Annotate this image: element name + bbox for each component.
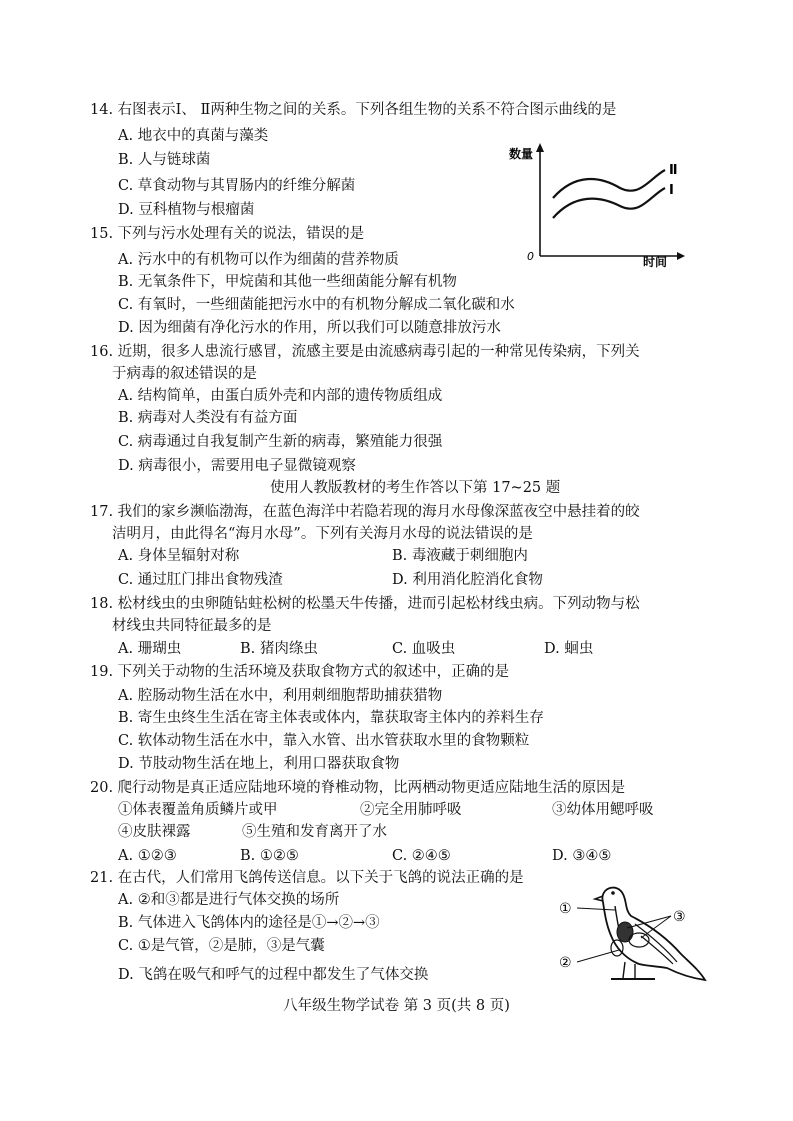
q14-option-b: B. 人与链球菌 — [118, 152, 211, 168]
q14-option-a: A. 地衣中的真菌与藻类 — [118, 128, 269, 144]
q18-option-d: D. 蛔虫 — [544, 641, 594, 657]
pigeon-figure — [555, 880, 730, 988]
q18-option-c: C. 血吸虫 — [392, 641, 456, 657]
curve-i — [553, 188, 665, 218]
q20-option-c: C. ②④⑤ — [392, 848, 451, 864]
q21-stem: 21. 在古代，人们常用飞鸽传送信息。以下关于飞鸽的说法正确的是 — [90, 870, 524, 886]
q15-option-b: B. 无氧条件下，甲烷菌和其他一些细菌能分解有机物 — [118, 274, 457, 290]
q20-item-3: ③幼体用鳃呼吸 — [552, 802, 654, 818]
q19-option-a: A. 腔肠动物生活在水中，利用刺细胞帮助捕获猎物 — [118, 688, 443, 704]
q20-option-d: D. ③④⑤ — [552, 848, 612, 864]
q19-option-b: B. 寄生虫终生生活在寄主体表或体内，靠获取寄主体内的养料生存 — [118, 710, 544, 726]
q15-option-d: D. 因为细菌有净化污水的作用，所以我们可以随意排放污水 — [118, 320, 501, 336]
q19-option-c: C. 软体动物生活在水中，靠入水管、出水管获取水里的食物颗粒 — [118, 733, 530, 749]
q18-option-a: A. 珊瑚虫 — [118, 641, 182, 657]
q17-option-b: B. 毒液藏于刺细胞内 — [392, 548, 528, 564]
q14-option-d: D. 豆科植物与根瘤菌 — [118, 202, 255, 218]
q16-option-d: D. 病毒很小，需要用电子显微镜观察 — [118, 458, 356, 474]
curve-ii — [553, 170, 665, 198]
q16-stem-line2: 于病毒的叙述错误的是 — [112, 366, 257, 382]
q20-item-5: ⑤生殖和发育离开了水 — [242, 824, 387, 840]
q14-option-c: C. 草食动物与其胃肠内的纤维分解菌 — [118, 178, 356, 194]
q18-stem-line1: 18. 松材线虫的虫卵随钻蛀松树的松墨天牛传播，进而引起松材线虫病。下列动物与松 — [90, 596, 640, 612]
q17-option-a: A. 身体呈辐射对称 — [118, 548, 240, 564]
q21-option-c: C. ①是气管，②是肺，③是气囊 — [118, 938, 325, 954]
q15-option-c: C. 有氧时，一些细菌能把污水中的有机物分解成二氧化碳和水 — [118, 297, 515, 313]
q20-item-2: ②完全用肺呼吸 — [360, 802, 462, 818]
label-3: ③ — [673, 909, 686, 925]
series-label-ii: Ⅱ — [669, 163, 678, 178]
q19-stem: 19. 下列关于动物的生活环境及获取食物方式的叙述中，正确的是 — [90, 664, 510, 680]
x-axis-label: 时间 — [643, 255, 668, 268]
q16-option-b: B. 病毒对人类没有有益方面 — [118, 410, 298, 426]
q17-stem-line2: 洁明月，由此得名“海月水母”。下列有关海月水母的说法错误的是 — [112, 526, 533, 542]
q20-option-b: B. ①②⑤ — [240, 848, 299, 864]
q21-option-b: B. 气体进入飞鸽体内的途径是①→②→③ — [118, 915, 380, 931]
q20-item-1: ①体表覆盖角质鳞片或甲 — [118, 802, 278, 818]
q16-stem-line1: 16. 近期，很多人患流行感冒，流感主要是由流感病毒引起的一种常见传染病，下列关 — [90, 344, 640, 360]
label-2: ② — [559, 955, 572, 971]
q21-option-d: D. 飞鸽在吸气和呼气的过程中都发生了气体交换 — [118, 967, 429, 983]
q20-option-a: A. ①②③ — [118, 848, 177, 864]
q20-stem: 20. 爬行动物是真正适应陆地环境的脊椎动物，比两栖动物更适应陆地生活的原因是 — [90, 780, 626, 796]
q15-stem: 15. 下列与污水处理有关的说法，错误的是 — [90, 226, 365, 242]
y-axis-label: 数量 — [509, 147, 534, 161]
q16-option-a: A. 结构简单，由蛋白质外壳和内部的遗传物质组成 — [118, 388, 443, 404]
q19-option-d: D. 节肢动物生活在地上，利用口器获取食物 — [118, 756, 400, 772]
label-1: ① — [559, 901, 572, 917]
q20-item-4: ④皮肤裸露 — [118, 824, 191, 840]
origin-label: 0 — [527, 250, 534, 263]
q18-option-b: B. 猪肉绦虫 — [240, 641, 318, 657]
q17-option-c: C. 通过肛门排出食物残渣 — [118, 572, 283, 588]
q18-stem-line2: 材线虫共同特征最多的是 — [112, 618, 272, 634]
page-footer: 八年级生物学试卷 第 3 页(共 8 页) — [283, 998, 510, 1014]
q15-option-a: A. 污水中的有机物可以作为细菌的营养物质 — [118, 252, 399, 268]
lung-shape — [617, 922, 633, 942]
series-label-i: Ⅰ — [669, 183, 674, 198]
q14-figure — [505, 138, 685, 268]
q21-option-a: A. ②和③都是进行气体交换的场所 — [118, 892, 340, 908]
q14-stem: 14. 右图表示Ⅰ、 Ⅱ两种生物之间的关系。下列各组生物的关系不符合图示曲线的是 — [90, 102, 617, 118]
q17-option-d: D. 利用消化腔消化食物 — [392, 572, 543, 588]
q17-stem-line1: 17. 我们的家乡濒临渤海，在蓝色海洋中若隐若现的海月水母像深蓝夜空中悬挂着的皎 — [90, 504, 640, 520]
q16-option-c: C. 病毒通过自我复制产生新的病毒，繁殖能力很强 — [118, 434, 443, 450]
textbook-notice: 使用人教版教材的考生作答以下第 17~25 题 — [270, 480, 561, 496]
